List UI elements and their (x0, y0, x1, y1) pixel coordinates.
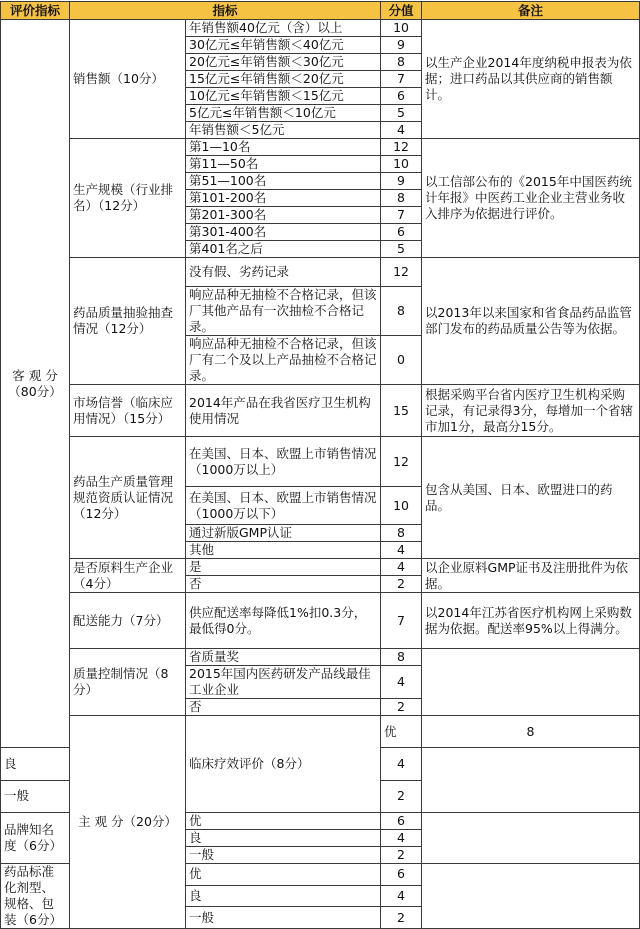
score-cell: 8 (381, 54, 422, 71)
score-cell: 12 (381, 258, 422, 287)
note-quality-control (422, 649, 640, 716)
score-cell: 6 (381, 224, 422, 241)
note-brand-awareness (422, 813, 640, 864)
header-score: 分值 (381, 2, 422, 20)
indicator-quality-control: 质量控制情况（8分） (70, 649, 186, 716)
indicator-sales: 销售额（10分） (70, 20, 186, 139)
criteria-cell: 是 (186, 559, 381, 576)
note-gmp-certification: 包含从美国、日本、欧盟进口的药品。 (422, 437, 640, 559)
category-objective: 客 观 分（80分） (1, 20, 70, 748)
table-row (1, 258, 640, 287)
criteria-cell: 优 (381, 716, 422, 748)
score-cell: 7 (381, 71, 422, 88)
score-cell: 2 (381, 847, 422, 864)
score-cell: 9 (381, 37, 422, 54)
evaluation-table (0, 1, 640, 929)
table-row (1, 20, 640, 37)
criteria-cell: 年销售额＜5亿元 (186, 122, 381, 139)
criteria-cell: 良 (186, 830, 381, 847)
table-row (1, 716, 640, 748)
score-cell: 15 (381, 385, 422, 437)
header-category: 评价指标 (1, 2, 70, 20)
criteria-cell: 优 (186, 813, 381, 830)
score-cell: 8 (381, 287, 422, 336)
indicator-quality-inspection: 药品质量抽验抽查情况（12分） (70, 258, 186, 385)
score-cell: 4 (381, 885, 422, 907)
score-cell: 4 (381, 559, 422, 576)
score-cell: 6 (381, 813, 422, 830)
score-cell: 9 (381, 173, 422, 190)
score-cell: 6 (381, 864, 422, 886)
note-quality-inspection: 以2013年以来国家和省食品药品监管部门发布的药品质量公告等为依据。 (422, 258, 640, 385)
criteria-cell: 供应配送率每降低1%扣0.3分，最低得0分。 (186, 593, 381, 649)
criteria-cell: 否 (186, 576, 381, 593)
score-cell: 6 (381, 88, 422, 105)
criteria-cell: 通过新版GMP认证 (186, 525, 381, 542)
score-cell: 12 (381, 139, 422, 156)
score-cell: 4 (381, 122, 422, 139)
indicator-market-reputation: 市场信誉（临床应用情况）（15分） (70, 385, 186, 437)
criteria-cell: 在美国、日本、欧盟上市销售情况（1000万以下） (186, 487, 381, 525)
criteria-cell: 响应品种无抽检不合格记录，但该厂有二个及以上产品抽检不合格记录。 (186, 336, 381, 385)
score-cell: 4 (381, 542, 422, 559)
score-cell: 8 (381, 649, 422, 666)
criteria-cell: 良 (186, 885, 381, 907)
criteria-cell: 一般 (186, 907, 381, 929)
score-cell: 4 (381, 748, 422, 780)
score-cell: 4 (381, 830, 422, 847)
indicator-delivery: 配送能力（7分） (70, 593, 186, 649)
table-row (1, 385, 640, 437)
indicator-clinical-efficacy: 临床疗效评价（8分） (186, 716, 381, 813)
criteria-cell: 否 (186, 699, 381, 716)
indicator-brand-awareness: 品牌知名度（6分） (1, 813, 70, 864)
score-cell: 10 (381, 487, 422, 525)
category-subjective: 主 观 分（20分） (70, 716, 186, 929)
score-cell: 2 (381, 699, 422, 716)
score-cell: 2 (381, 576, 422, 593)
score-cell: 10 (381, 20, 422, 37)
criteria-cell: 2014年产品在我省医疗卫生机构使用情况 (186, 385, 381, 437)
score-cell: 2 (381, 780, 422, 812)
criteria-cell: 响应品种无抽检不合格记录，但该厂其他产品有一次抽检不合格记录。 (186, 287, 381, 336)
table-row (1, 139, 640, 156)
table-row (1, 437, 640, 487)
criteria-cell: 第401名之后 (186, 241, 381, 258)
criteria-cell: 第51—100名 (186, 173, 381, 190)
criteria-cell: 5亿元≤年销售额＜10亿元 (186, 105, 381, 122)
score-cell: 5 (381, 241, 422, 258)
criteria-cell: 15亿元≤年销售额＜20亿元 (186, 71, 381, 88)
criteria-cell: 30亿元≤年销售额＜40亿元 (186, 37, 381, 54)
score-cell: 8 (381, 525, 422, 542)
note-delivery: 以2014年江苏省医疗机构网上采购数据为依据。配送率95%以上得满分。 (422, 593, 640, 649)
criteria-cell: 第11—50名 (186, 156, 381, 173)
criteria-cell: 一般 (1, 780, 70, 812)
header-row (1, 2, 640, 20)
score-cell: 2 (381, 907, 422, 929)
table-row (1, 593, 640, 649)
criteria-cell: 省质量奖 (186, 649, 381, 666)
score-cell: 8 (422, 716, 640, 748)
table-row (1, 649, 640, 666)
score-cell: 7 (381, 207, 422, 224)
score-cell: 10 (381, 156, 422, 173)
indicator-gmp-certification: 药品生产质量管理规范资质认证情况（12分） (70, 437, 186, 559)
criteria-cell: 10亿元≤年销售额＜15亿元 (186, 88, 381, 105)
note-standardization (422, 864, 640, 929)
criteria-cell: 2015年国内医药研发产品线最佳工业企业 (186, 666, 381, 699)
note-raw-material: 以企业原料GMP证书及注册批件为依据。 (422, 559, 640, 593)
header-remark: 备注 (422, 2, 640, 20)
indicator-scale: 生产规模（行业排名）（12分） (70, 139, 186, 258)
criteria-cell: 20亿元≤年销售额＜30亿元 (186, 54, 381, 71)
score-cell: 4 (381, 666, 422, 699)
score-cell: 5 (381, 105, 422, 122)
criteria-cell: 第301-400名 (186, 224, 381, 241)
criteria-cell: 第1—10名 (186, 139, 381, 156)
indicator-standardization: 药品标准化剂型、规格、包装（6分） (1, 864, 70, 929)
criteria-cell: 良 (1, 748, 70, 780)
note-sales: 以生产企业2014年度纳税申报表为依据；进口药品以其供应商的销售额计。 (422, 20, 640, 139)
criteria-cell: 没有假、劣药记录 (186, 258, 381, 287)
note-scale: 以工信部公布的《2015年中国医药统计年报》中医药工业企业主营业务收入排序为依据进行评价。 (422, 139, 640, 258)
header-indicator: 指标 (70, 2, 381, 20)
criteria-cell: 一般 (186, 847, 381, 864)
note-market-reputation: 根据采购平台省内医疗卫生机构采购记录，有记录得3分，每增加一个省辖市加1分，最高分15分。 (422, 385, 640, 437)
table-row (1, 559, 640, 576)
criteria-cell: 年销售额40亿元（含）以上 (186, 20, 381, 37)
criteria-cell: 第101-200名 (186, 190, 381, 207)
score-cell: 7 (381, 593, 422, 649)
score-cell: 0 (381, 336, 422, 385)
criteria-cell: 其他 (186, 542, 381, 559)
indicator-raw-material: 是否原料生产企业（4分） (70, 559, 186, 593)
score-cell: 8 (381, 190, 422, 207)
criteria-cell: 第201-300名 (186, 207, 381, 224)
criteria-cell: 优 (186, 864, 381, 886)
criteria-cell: 在美国、日本、欧盟上市销售情况（1000万以上） (186, 437, 381, 487)
score-cell: 12 (381, 437, 422, 487)
